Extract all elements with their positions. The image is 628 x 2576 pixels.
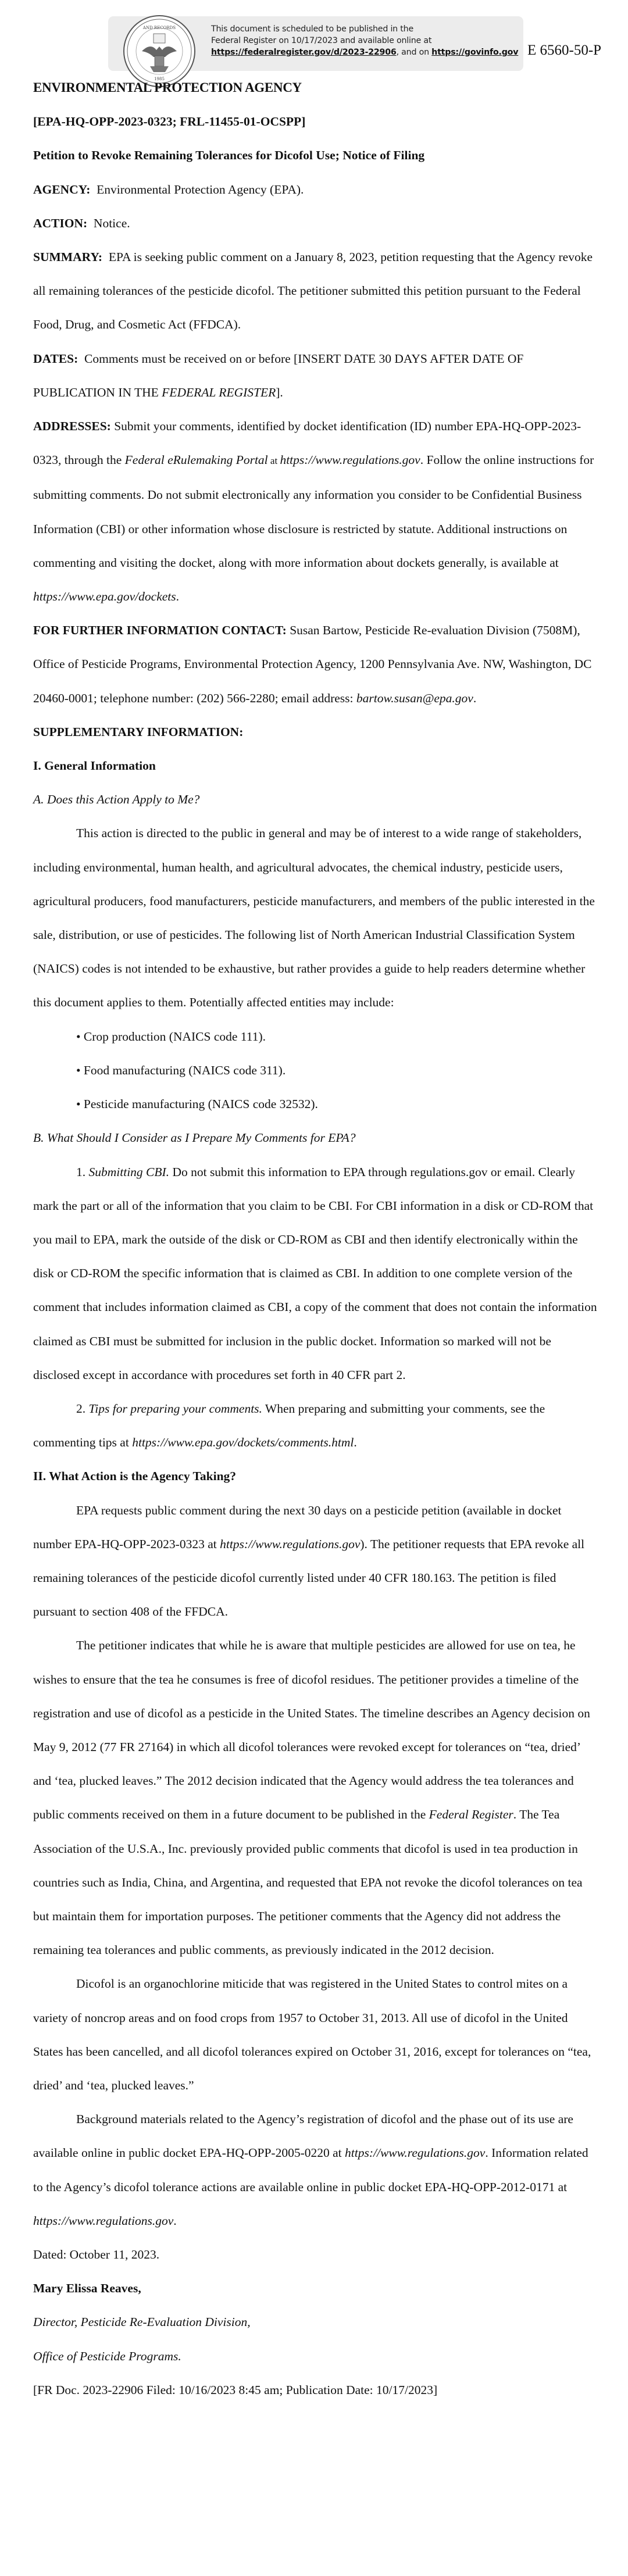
section-2-paragraph-3: Dicofol is an organochlorine miticide that was registered in the United States to control mites on a variety of noncrop areas and on food crops from 1957 to October 31, 2013. All use of dicofol in the United States has been cancelled, and all dicofol tolerances expired on October 31, 2016, except for tolerances on “tea, dried’ and ‘tea, plucked leaves.” — [33, 1977, 591, 2092]
banner-line-3 — [211, 47, 518, 58]
signatory-title: Director, Pesticide Re-Evaluation Division, — [33, 2315, 251, 2330]
naics-bullet-crop: • Crop production (NAICS code 111). — [76, 1029, 266, 1044]
signatory-office: Office of Pesticide Programs. — [33, 2349, 181, 2363]
dates-field — [33, 342, 600, 409]
contact-email-link[interactable]: bartow.susan@epa.gov — [356, 691, 473, 705]
item-2-end: . — [354, 1435, 357, 1450]
addresses-text-2: . Follow the online instructions for submitting comments. Do not submit electronically any information you consider to be Confidential Business Information (CBI) or other information whose disclosure is restricted by statute. Additional instructions on commenting and visiting the docket, along with more information about dockets generally, is available at — [33, 453, 594, 570]
summary-label: SUMMARY: — [33, 250, 103, 265]
agency-value: Environmental Protection Agency (EPA). — [97, 182, 304, 196]
federal-register-italic: FEDERAL REGISTER — [162, 385, 276, 399]
item-2-title: Tips for preparing your comments. — [88, 1401, 262, 1416]
p2-text-b: . The Tea Association of the U.S.A., Inc. previously provided public comments that dicofol is used in tea production in countries such as India, China, and Argentina, and requested that EPA not revoke the dicofol tolerances on tea but maintain them for importation purposes. The petitioner comments that the Agency did not address the remaining tea tolerances and public comments, as previously indicated in the 2012 decision. — [33, 1807, 583, 1957]
document-title: Petition to Revoke Remaining Tolerances for Dicofol Use; Notice of Filing — [33, 148, 425, 163]
addresses-text-1: Submit your comments, identified by docket identification (ID) number EPA-HQ-OPP-2023-0323, through the — [33, 419, 581, 467]
addresses-label: ADDRESSES: — [33, 419, 111, 434]
dates-label: DATES: — [33, 351, 78, 366]
banner-line-1: This document is scheduled to be published in the — [211, 24, 413, 34]
p2-federal-register: Federal Register — [429, 1807, 513, 1822]
addresses-at: at — [267, 455, 280, 467]
item-2-text: When preparing and submitting your comments, see the commenting tips at — [33, 1401, 545, 1450]
signatory-name: Mary Elissa Reaves, — [33, 2281, 141, 2296]
section-2-paragraph-2 — [33, 1628, 600, 1967]
section-2-paragraph-4 — [33, 2102, 600, 2238]
submitting-cbi-paragraph — [33, 1155, 600, 1392]
govinfo-link[interactable]: https://govinfo.gov — [431, 48, 519, 57]
naics-bullet-food: • Food manufacturing (NAICS code 311). — [76, 1063, 286, 1077]
banner-text — [211, 23, 518, 58]
contact-end: . — [473, 691, 477, 705]
agency-heading: ENVIRONMENTAL PROTECTION AGENCY — [33, 80, 302, 95]
section-1a-paragraph: This action is directed to the public in general and may be of interest to a wide range of stakeholders, including environmental, human health, and agricultural advocates, the chemical industry, pesticide users, agricultural producers, food manufacturers, pesticide manufacturers, and members of the public interested in the sale, distribution, or use of pesticides. The following list of North American Industrial Classification System (NAICS) codes is not intended to be exhaustive, but rather provides a guide to help readers determine whether this document applies to them. Potentially affected entities may include: — [33, 826, 595, 1010]
contact-text: Susan Bartow, Pesticide Re-evaluation Division (7508M), Office of Pesticide Programs, Environmental Protection Agency, 1200 Pennsylvania Ave. NW, Washington, DC 20460-0001; telephone number: (202) 566-2280; email address: — [33, 623, 592, 705]
addresses-end: . — [176, 589, 179, 604]
epa-dockets-link[interactable]: https://www.epa.gov/dockets — [33, 589, 176, 604]
section-1-heading: I. General Information — [33, 759, 156, 773]
summary-field — [33, 240, 600, 342]
commenting-tips-link[interactable]: https://www.epa.gov/dockets/comments.html — [132, 1435, 354, 1450]
dates-text: Comments must be received on or before [INSERT DATE 30 DAYS AFTER DATE OF PUBLICATION IN THE — [33, 351, 524, 399]
agency-field — [33, 173, 600, 206]
action-label: ACTION: — [33, 216, 88, 230]
regulations-gov-link-3[interactable]: https://www.regulations.gov — [345, 2146, 486, 2160]
banner-line-2: Federal Register on 10/17/2023 and available online at — [211, 36, 432, 45]
dates-end: ]. — [276, 385, 283, 399]
contact-field — [33, 613, 600, 715]
item-1-number: 1. — [76, 1164, 89, 1179]
docket-number: [EPA-HQ-OPP-2023-0323; FRL-11455-01-OCSPP] — [33, 115, 306, 129]
summary-text: EPA is seeking public comment on a January 8, 2023, petition requesting that the Agency revoke all remaining tolerances of the pesticide dicofol. The petitioner submitted this petition pursuant to the Federal Food, Drug, and Cosmetic Act (FFDCA). — [33, 250, 593, 332]
document-body — [33, 71, 600, 2407]
item-2-number: 2. — [76, 1401, 89, 1416]
p1-text-a: EPA requests public comment during the next 30 days on a pesticide petition (available in docket number EPA-HQ-OPP-2023-0323 at — [33, 1503, 562, 1551]
federal-register-link[interactable]: https://federalregister.gov/d/2023-22906 — [211, 48, 397, 57]
item-1-title: Submitting CBI. — [88, 1164, 170, 1179]
supplementary-heading: SUPPLEMENTARY INFORMATION: — [33, 724, 244, 739]
fr-doc-footer: [FR Doc. 2023-22906 Filed: 10/16/2023 8:45 am; Publication Date: 10/17/2023] — [33, 2382, 438, 2397]
section-2-heading: II. What Action is the Agency Taking? — [33, 1469, 237, 1484]
tips-paragraph — [33, 1392, 600, 1459]
regulations-gov-link-2[interactable]: https://www.regulations.gov — [220, 1537, 361, 1551]
signature-block — [33, 2238, 600, 2373]
contact-label: FOR FURTHER INFORMATION CONTACT: — [33, 623, 287, 638]
p4-text-a: Background materials related to the Agency’s registration of dicofol and the phase out of its use are available online in public docket EPA-HQ-OPP-2005-0220 at — [33, 2112, 573, 2160]
naics-bullet-pesticide: • Pesticide manufacturing (NAICS code 32532). — [76, 1097, 318, 1112]
p4-text-b: . Information related to the Agency’s dicofol tolerance actions are available online in public docket EPA-HQ-OPP-2012-0171 at — [33, 2146, 588, 2194]
addresses-field — [33, 409, 600, 613]
p2-text-a: The petitioner indicates that while he is aware that multiple pesticides are allowed for use on tea, he wishes to ensure that the tea he consumes is free of dicofol residues. The petitioner provides a timeline of the registration and use of dicofol as a pesticide in the United States. The timeline describes an Agency decision on May 9, 2012 (77 FR 27164) in which all dicofol tolerances were revoked except for tolerances on “tea, dried’ and ‘tea, plucked leaves.” The 2012 decision indicated that the Agency would address the tea tolerances and public comments received on them in a future document to be published in the — [33, 1638, 590, 1822]
section-2-paragraph-1 — [33, 1494, 600, 1629]
billing-code: E 6560-50-P — [527, 42, 602, 58]
svg-text:AND RECORDS: AND RECORDS — [142, 26, 176, 30]
p4-end: . — [173, 2213, 177, 2228]
svg-text:1985: 1985 — [154, 77, 165, 81]
banner-connector: , and on — [396, 48, 432, 57]
regulations-gov-link[interactable]: https://www.regulations.gov — [280, 453, 420, 467]
section-1b-heading: B. What Should I Consider as I Prepare My Comments for EPA? — [33, 1131, 356, 1145]
section-1a-heading: A. Does this Action Apply to Me? — [33, 792, 200, 807]
p1-text-b: ). The petitioner requests that EPA revoke all remaining tolerances of the pesticide dicofol currently listed under 40 CFR 180.163. The petition is filed pursuant to section 408 of the FFDCA. — [33, 1537, 585, 1619]
action-field — [33, 206, 600, 240]
item-1-text: Do not submit this information to EPA through regulations.gov or email. Clearly mark the part or all of the information that you claim to be CBI. For CBI information in a disk or CD-ROM that you mail to EPA, mark the outside of the disk or CD-ROM as CBI and then identify electronically within the disk or CD-ROM the specific information that is claimed as CBI. In addition to one complete version of the comment that includes information claimed as CBI, a copy of the comment that does not contain the information claimed as CBI must be submitted for inclusion in the public docket. Information so marked will not be disclosed except in accordance with procedures set forth in 40 CFR part 2. — [33, 1164, 597, 1382]
agency-label: AGENCY: — [33, 182, 91, 196]
regulations-gov-link-4[interactable]: https://www.regulations.gov — [33, 2213, 174, 2228]
erulemaking-portal: Federal eRulemaking Portal — [124, 453, 268, 467]
action-value: Notice. — [93, 216, 130, 230]
dated-line: Dated: October 11, 2023. — [33, 2248, 160, 2261]
